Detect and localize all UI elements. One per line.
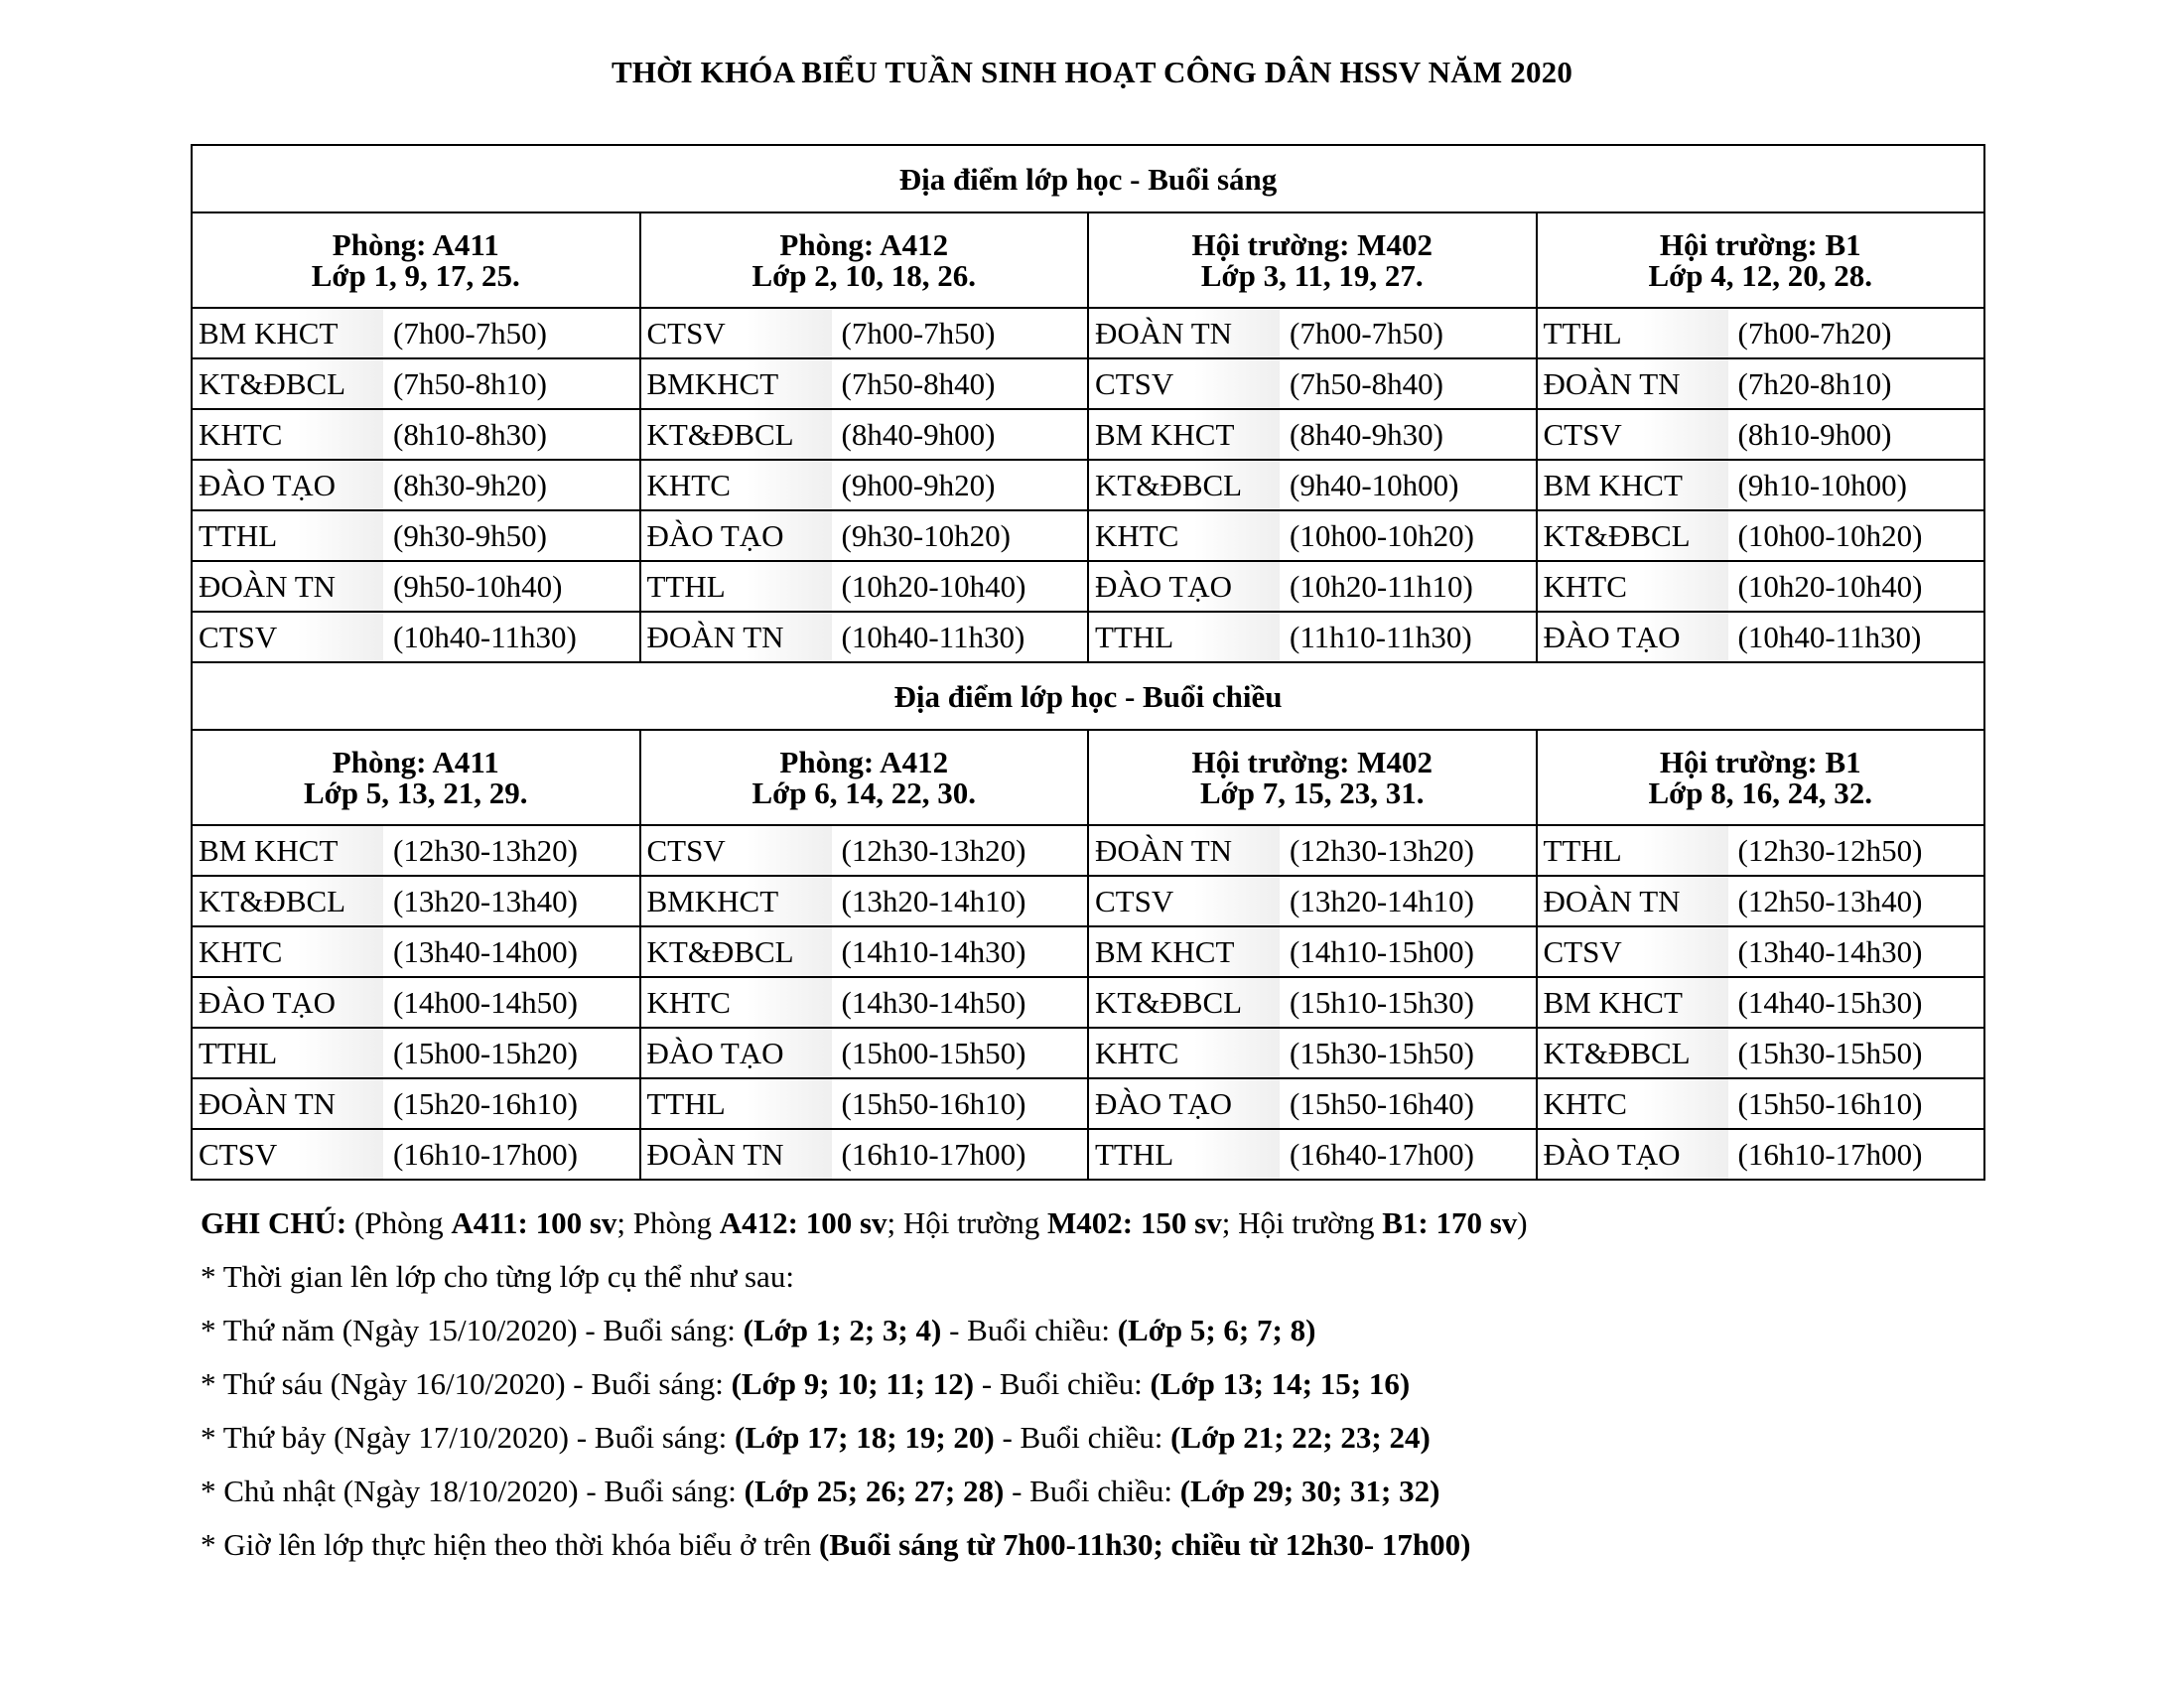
slot-time: (15h50-16h10) [841,1086,1026,1121]
slot-cell [1537,308,1985,358]
slot-unit: ĐOÀN TN [641,613,832,661]
slot-cell [192,308,640,358]
slot-time: (8h10-9h00) [1737,417,1892,452]
slot-unit: ĐÀO TẠO [1089,1079,1280,1128]
note-day-thursday: * Thứ năm (Ngày 15/10/2020) - Buổi sáng: (Lớp 1; 2; 3; 4) - Buổi chiều: (Lớp 5; 6; 7; 8) [201,1313,1316,1347]
slot-unit: ĐÀO TẠO [1538,1130,1728,1179]
slot-time: (15h30-15h50) [1737,1036,1923,1070]
slot-time: (10h20-11h10) [1290,569,1473,604]
slot-time: (15h00-15h50) [841,1036,1026,1070]
slot-unit: ĐÀO TẠO [1089,562,1280,611]
slot-time: (9h30-9h50) [393,518,547,553]
slot-cell [192,612,640,662]
slot-cell [192,460,640,510]
slot-time: (15h30-15h50) [1290,1036,1474,1070]
afternoon-section [192,662,1984,1180]
slot-unit: KHTC [641,978,832,1027]
slot-time: (11h10-11h30) [1290,620,1472,654]
slot-row [192,510,1984,561]
slot-cell [640,460,1089,510]
slot-cell [1088,612,1537,662]
slot-time: (13h20-14h10) [841,884,1026,918]
slot-cell [192,977,640,1028]
slot-cell [640,977,1089,1028]
slot-time: (12h30-13h20) [393,833,578,868]
slot-unit: ĐÀO TẠO [1538,613,1728,661]
slot-unit: CTSV [1089,359,1280,408]
slot-unit: ĐOÀN TN [1089,826,1280,875]
slot-unit: BM KHCT [1089,410,1280,459]
slot-cell [1537,1078,1985,1129]
slot-row [192,460,1984,510]
slot-time: (7h50-8h10) [393,366,547,401]
room-name: Hội trường: M402 [1191,745,1433,779]
slot-cell [1537,612,1985,662]
note-hours: * Giờ lên lớp thực hiện theo thời khóa biểu ở trên (Buổi sáng từ 7h00-11h30; chiều từ 12h30- 17h00) [201,1527,1471,1562]
slot-unit: KHTC [193,927,383,976]
slot-unit: CTSV [193,613,383,661]
slot-unit: CTSV [1538,410,1728,459]
slot-time: (14h10-15h00) [1290,934,1474,969]
section-header-row [192,662,1984,730]
slot-time: (10h00-10h20) [1290,518,1474,553]
slot-time: (7h20-8h10) [1737,366,1892,401]
slot-unit: KHTC [1538,1079,1728,1128]
room-classes: Lớp 7, 15, 23, 31. [1199,775,1425,810]
room-header [640,212,1089,308]
slot-time: (15h20-16h10) [393,1086,578,1121]
slot-time: (16h40-17h00) [1290,1137,1474,1172]
slot-time: (13h40-14h00) [393,934,578,969]
slot-cell [640,1028,1089,1078]
slot-row [192,561,1984,612]
slot-cell [1088,1129,1537,1180]
morning-section [192,145,1984,662]
slot-unit: BM KHCT [193,826,383,875]
slot-time: (16h10-17h00) [1737,1137,1923,1172]
slot-unit: KHTC [1089,511,1280,560]
room-name: Phòng: A411 [332,227,499,262]
slot-time: (12h30-13h20) [1290,833,1474,868]
slot-time: (15h50-16h10) [1737,1086,1923,1121]
room-header [1088,730,1537,825]
slot-cell [1088,409,1537,460]
slot-time: (15h00-15h20) [393,1036,578,1070]
slot-time: (8h10-8h30) [393,417,547,452]
slot-unit: ĐÀO TẠO [193,978,383,1027]
slot-unit: BMKHCT [641,359,832,408]
slot-row [192,409,1984,460]
slot-unit: KT&ĐBCL [193,359,383,408]
slot-unit: TTHL [641,562,832,611]
room-classes: Lớp 2, 10, 18, 26. [751,258,977,293]
slot-unit: CTSV [641,309,832,357]
section-header-row [192,145,1984,212]
slot-row [192,1078,1984,1129]
slot-unit: KT&ĐBCL [1089,461,1280,509]
room-header [192,730,640,825]
slot-row [192,876,1984,926]
room-name: Hội trường: M402 [1191,227,1433,262]
slot-cell [1088,510,1537,561]
slot-unit: KT&ĐBCL [641,410,832,459]
room-name: Phòng: A412 [779,745,949,779]
slot-cell [192,409,640,460]
slot-cell [640,1129,1089,1180]
slot-time: (14h00-14h50) [393,985,578,1020]
slot-unit: ĐOÀN TN [641,1130,832,1179]
room-header [640,730,1089,825]
slot-unit: TTHL [193,511,383,560]
section-header: Địa điểm lớp học - Buổi chiều [192,662,1984,730]
slot-cell [1088,460,1537,510]
room-header [1537,730,1985,825]
slot-cell [1088,876,1537,926]
slot-row [192,612,1984,662]
slot-time: (7h50-8h40) [1290,366,1443,401]
slot-cell [640,612,1089,662]
slot-unit: ĐOÀN TN [193,1079,383,1128]
slot-time: (13h20-13h40) [393,884,578,918]
slot-time: (8h40-9h00) [841,417,996,452]
slot-time: (7h50-8h40) [841,366,996,401]
slot-time: (10h00-10h20) [1737,518,1923,553]
slot-cell [192,1129,640,1180]
slot-unit: TTHL [1538,309,1728,357]
slot-row [192,308,1984,358]
note-day-saturday: * Thứ bảy (Ngày 17/10/2020) - Buổi sáng: (Lớp 17; 18; 19; 20) - Buổi chiều: (Lớp 21; 22; 23; 24) [201,1420,1431,1455]
slot-unit: KHTC [1089,1029,1280,1077]
slot-unit: KHTC [641,461,832,509]
slot-time: (10h20-10h40) [1737,569,1923,604]
slot-time: (9h30-10h20) [841,518,1011,553]
slot-time: (9h10-10h00) [1737,468,1907,502]
slot-time: (9h00-9h20) [841,468,996,502]
slot-unit: TTHL [1089,613,1280,661]
slot-unit: CTSV [193,1130,383,1179]
slot-unit: CTSV [1089,877,1280,925]
slot-cell [1088,825,1537,876]
slot-cell [1537,1028,1985,1078]
room-header [1537,212,1985,308]
slot-cell [192,358,640,409]
slot-time: (7h00-7h50) [841,316,996,351]
slot-time: (9h40-10h00) [1290,468,1459,502]
room-name: Hội trường: B1 [1659,745,1861,779]
room-header-row [192,212,1984,308]
slot-unit: CTSV [1538,927,1728,976]
note-capacity: GHI CHÚ: (Phòng A411: 100 sv; Phòng A412: 100 sv; Hội trường M402: 150 sv; Hội trường B1: 170 sv) [201,1205,1528,1240]
room-classes: Lớp 3, 11, 19, 27. [1200,258,1424,293]
room-name: Hội trường: B1 [1659,227,1861,262]
slot-row [192,1028,1984,1078]
slot-cell [192,1078,640,1129]
slot-cell [1088,977,1537,1028]
slot-time: (8h40-9h30) [1290,417,1443,452]
slot-row [192,358,1984,409]
slot-time: (9h50-10h40) [393,569,563,604]
slot-unit: KT&ĐBCL [193,877,383,925]
slot-time: (16h10-17h00) [841,1137,1026,1172]
slot-unit: KHTC [1538,562,1728,611]
slot-cell [1537,977,1985,1028]
slot-unit: ĐOÀN TN [1538,359,1728,408]
slot-cell [1088,308,1537,358]
slot-cell [192,825,640,876]
slot-unit: TTHL [1538,826,1728,875]
room-name: Phòng: A412 [779,227,949,262]
slot-time: (15h50-16h40) [1290,1086,1474,1121]
slot-time: (12h30-13h20) [841,833,1026,868]
slot-time: (14h30-14h50) [841,985,1026,1020]
slot-time: (12h50-13h40) [1737,884,1923,918]
slot-time: (8h30-9h20) [393,468,547,502]
slot-row [192,977,1984,1028]
room-classes: Lớp 8, 16, 24, 32. [1648,775,1873,810]
slot-unit: ĐÀO TẠO [641,511,832,560]
slot-unit: CTSV [641,826,832,875]
slot-cell [1088,358,1537,409]
slot-time: (10h20-10h40) [841,569,1026,604]
slot-time: (13h40-14h30) [1737,934,1923,969]
slot-cell [192,1028,640,1078]
slot-cell [640,308,1089,358]
slot-time: (10h40-11h30) [393,620,577,654]
slot-unit: TTHL [193,1029,383,1077]
room-classes: Lớp 5, 13, 21, 29. [303,775,528,810]
slot-row [192,1129,1984,1180]
slot-cell [192,876,640,926]
slot-unit: KT&ĐBCL [641,927,832,976]
slot-unit: KHTC [193,410,383,459]
slot-unit: KT&ĐBCL [1538,511,1728,560]
slot-cell [1088,1028,1537,1078]
slot-cell [1537,1129,1985,1180]
slot-unit: KT&ĐBCL [1089,978,1280,1027]
slot-unit: ĐÀO TẠO [193,461,383,509]
note-label: GHI CHÚ: [201,1205,347,1240]
slot-cell [640,926,1089,977]
note-day-sunday: * Chủ nhật (Ngày 18/10/2020) - Buổi sáng: (Lớp 25; 26; 27; 28) - Buổi chiều: (Lớp 29; 30; 31; 32) [201,1474,1440,1508]
slot-cell [1088,561,1537,612]
note-day-friday: * Thứ sáu (Ngày 16/10/2020) - Buổi sáng: (Lớp 9; 10; 11; 12) - Buổi chiều: (Lớp 13; 14; 15; 16) [201,1366,1411,1401]
slot-cell [192,926,640,977]
slot-cell [1537,409,1985,460]
slot-cell [1537,876,1985,926]
slot-unit: TTHL [641,1079,832,1128]
room-header-row [192,730,1984,825]
room-classes: Lớp 6, 14, 22, 30. [751,775,977,810]
slot-cell [1537,510,1985,561]
slot-unit: BM KHCT [193,309,383,357]
slot-cell [1537,561,1985,612]
slot-row [192,825,1984,876]
page-title: THỜI KHÓA BIỂU TUẦN SINH HOẠT CÔNG DÂN HSSV NĂM 2020 [611,55,1573,89]
slot-unit: BMKHCT [641,877,832,925]
slot-time: (7h00-7h20) [1737,316,1892,351]
slot-cell [640,825,1089,876]
slot-unit: ĐOÀN TN [1089,309,1280,357]
slot-cell [640,409,1089,460]
slot-time: (14h10-14h30) [841,934,1026,969]
slot-unit: BM KHCT [1089,927,1280,976]
slot-time: (16h10-17h00) [393,1137,578,1172]
slot-cell [1537,926,1985,977]
slot-time: (14h40-15h30) [1737,985,1923,1020]
slot-cell [1088,926,1537,977]
section-header: Địa điểm lớp học - Buổi sáng [192,145,1984,212]
slot-unit: BM KHCT [1538,978,1728,1027]
notes [201,1196,2087,1572]
slot-unit: TTHL [1089,1130,1280,1179]
slot-unit: ĐÀO TẠO [641,1029,832,1077]
slot-unit: ĐOÀN TN [193,562,383,611]
note-intro: * Thời gian lên lớp cho từng lớp cụ thể như sau: [201,1259,794,1294]
slot-cell [640,358,1089,409]
slot-row [192,926,1984,977]
slot-unit: KT&ĐBCL [1538,1029,1728,1077]
slot-unit: ĐOÀN TN [1538,877,1728,925]
slot-cell [1537,358,1985,409]
slot-time: (7h00-7h50) [1290,316,1443,351]
slot-time: (12h30-12h50) [1737,833,1923,868]
slot-cell [640,561,1089,612]
slot-cell [192,510,640,561]
room-classes: Lớp 1, 9, 17, 25. [311,258,520,293]
slot-cell [1537,460,1985,510]
slot-time: (13h20-14h10) [1290,884,1474,918]
slot-time: (10h40-11h30) [1737,620,1922,654]
slot-cell [1088,1078,1537,1129]
slot-cell [1537,825,1985,876]
room-header [1088,212,1537,308]
room-name: Phòng: A411 [332,745,499,779]
room-header [192,212,640,308]
slot-time: (10h40-11h30) [841,620,1025,654]
slot-cell [640,876,1089,926]
slot-cell [192,561,640,612]
room-classes: Lớp 4, 12, 20, 28. [1648,258,1873,293]
schedule-table [191,144,1985,1181]
slot-cell [640,510,1089,561]
slot-time: (15h10-15h30) [1290,985,1474,1020]
slot-cell [640,1078,1089,1129]
slot-time: (7h00-7h50) [393,316,547,351]
slot-unit: BM KHCT [1538,461,1728,509]
